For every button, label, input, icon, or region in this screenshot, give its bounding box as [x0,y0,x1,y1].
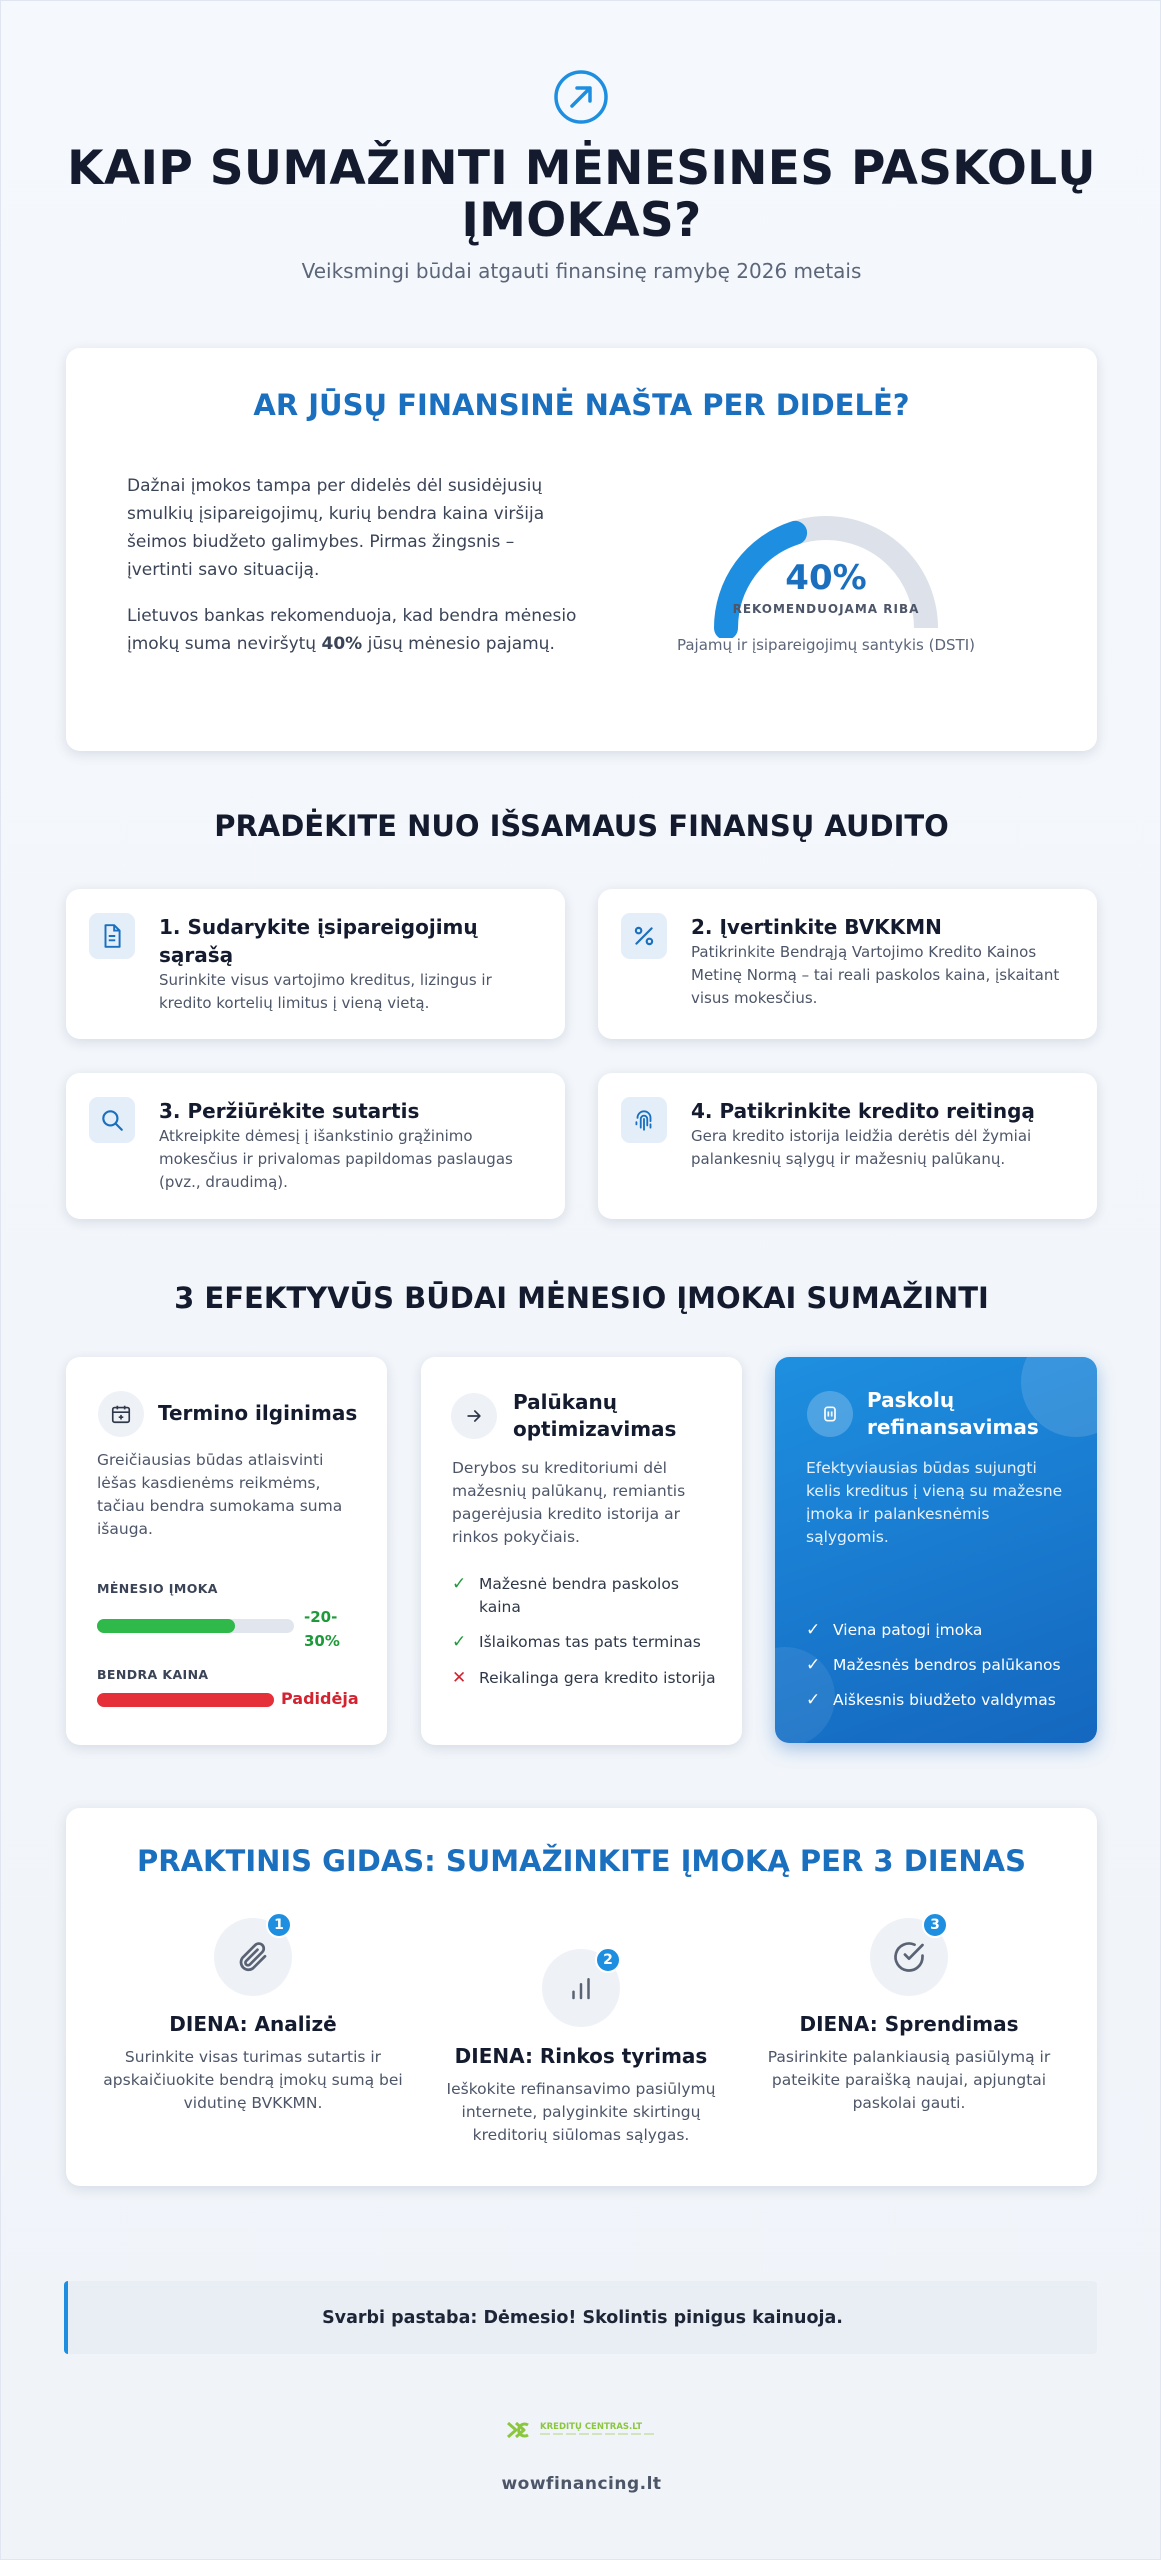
rate-title: Palūkanų optimizavimas [513,1390,677,1441]
check-icon: ✓ [452,1632,467,1652]
monthly-payment-bar [97,1619,294,1633]
monthly-payment-value: -20-30% [304,1608,340,1650]
step-badge-3: 3 [922,1912,948,1938]
audit-desc-4: Gera kredito istorija leidžia derėtis dėl žymiai palankesnių sąlygų ir mažesnių palūkanų. [691,1127,1032,1168]
gauge-caption: Pajamų ir įsipareigojimų santykis (DSTI) [676,636,975,654]
total-cost-label: BENDRA KAINA [97,1667,209,1682]
audit-title-3: 3. Peržiūrėkite sutartis [159,1099,420,1123]
rate-drawback-text: Reikalinga gera kredito istorija [479,1669,716,1687]
stack-icon [807,1391,853,1437]
important-note: Svarbi pastaba: Dėmesio! Skolintis pinigus kainuoja. [64,2281,1097,2354]
arrow-right-icon [451,1393,497,1439]
burden-recommendation [127,602,577,658]
site-link[interactable]: wowfinancing.lt [501,2474,662,2494]
page-title: KAIP SUMAŽINTI MĖNESINES PASKOLŲ ĮMOKAS? [67,141,1096,248]
step-badge-2: 2 [595,1947,621,1973]
refinancing-benefit-text: Viena patogi įmoka [833,1621,983,1639]
step-desc-3: Pasirinkite palankiausią pasiūlymą ir pateikite paraišką naujai, apjungtai paskolai gauti. [767,2048,1051,2112]
check-icon: ✓ [806,1690,821,1710]
refinancing-benefit-3 [806,1689,1076,1713]
audit-desc-1: Surinkite visus vartojimo kreditus, lizingus ir kredito kortelių limitus į vieną vietą. [159,971,492,1012]
rate-drawback-1 [452,1667,722,1713]
gauge-value: 40% [785,558,867,598]
document-list-icon [89,913,135,959]
audit-title-2: 2. Įvertinkite BVKKMN [691,915,942,939]
step-badge-1: 1 [266,1912,292,1938]
total-cost-bar [97,1693,274,1707]
total-cost-fill [97,1693,274,1707]
svg-text:KREDITŲ CENTRAS.LT: KREDITŲ CENTRAS.LT [540,2422,643,2432]
ways-heading: 3 EFEKTYVŪS BŪDAI MĖNESIO ĮMOKAI SUMAŽINTI [174,1281,989,1315]
term-extension-card [66,1357,387,1745]
recommendation-text-end: jūsų mėnesio pajamų. [362,634,555,654]
rate-desc: Derybos su kreditoriumi dėl mažesnių palūkanų, remiantis pagerėjusia kredito istorija ar rinkos pokyčiais. [452,1459,686,1546]
percent-icon [621,913,667,959]
audit-card-3 [66,1073,565,1219]
monthly-payment-fill [97,1619,235,1633]
total-cost-value: Padidėja [281,1689,359,1708]
recommendation-highlight: 40% [321,634,363,654]
rate-benefit-text: Išlaikomas tas pats terminas [479,1633,701,1651]
term-desc: Greičiausias būdas atlaisvinti lėšas kasdienėms reikmėms, tačiau bendra sumokama suma išauga. [97,1451,343,1538]
page-subtitle: Veiksmingi būdai atgauti finansinę ramybę 2026 metais [301,259,862,283]
financial-burden-card [66,348,1097,751]
kreditu-centras-logo[interactable] [506,2419,658,2441]
check-icon: ✓ [806,1620,821,1640]
step-desc-1: Surinkite visas turimas sutartis ir apskaičiuokite bendrą įmokų sumą bei vidutinę BVKKMN. [103,2048,403,2112]
gauge-label: REKOMENDUOJAMA RIBA [732,602,920,616]
search-icon [89,1097,135,1143]
calendar-icon [98,1391,144,1437]
refinancing-benefit-2 [806,1654,1076,1678]
refinancing-card [775,1357,1097,1743]
audit-card-2 [598,889,1097,1039]
rate-benefit-1 [452,1573,722,1619]
step-desc-2: Ieškokite refinansavimo pasiūlymų internete, palyginkite skirtingų kreditorių siūlomas sąlygas. [446,2080,716,2144]
burden-paragraph: Dažnai įmokos tampa per didelės dėl susidėjusių smulkių įsipareigojimų, kurių bendra kaina viršija šeimos biudžeto galimybes. Pirmas žingsnis – įvertinti savo situaciją. [127,476,545,580]
cross-icon: ✕ [452,1668,467,1688]
refinancing-benefit-text: Aiškesnis biudžeto valdymas [833,1691,1056,1709]
audit-desc-3: Atkreipkite dėmesį į išankstinio grąžinimo mokesčius ir privalomas papildomas paslaugas (pvz., draudimą). [159,1127,513,1191]
term-title: Termino ilginimas [158,1401,358,1425]
step-title-3: DIENA: Sprendimas [799,2012,1019,2036]
check-icon: ✓ [452,1574,467,1594]
audit-heading: PRADĖKITE NUO IŠSAMAUS FINANSŲ AUDITO [214,809,949,843]
monthly-payment-label: MĖNESIO ĮMOKA [97,1581,218,1596]
rate-benefit-2 [452,1631,722,1655]
burden-heading: AR JŪSŲ FINANSINĖ NAŠTA PER DIDELĖ? [253,388,910,422]
refinancing-benefit-text: Mažesnės bendros palūkanos [833,1656,1061,1674]
step-title-1: DIENA: Analizė [169,2012,337,2036]
step-title-2: DIENA: Rinkos tyrimas [454,2044,708,2068]
recommendation-text: Lietuvos bankas rekomenduoja, kad bendra mėnesio įmokų suma neviršytų [127,606,577,654]
audit-title-4: 4. Patikrinkite kredito reitingą [691,1099,1035,1123]
audit-card-4 [598,1073,1097,1219]
guide-heading: PRAKTINIS GIDAS: SUMAŽINKITE ĮMOKĄ PER 3 DIENAS [137,1844,1026,1878]
refinancing-desc: Efektyviausias būdas sujungti kelis kreditus į vieną su mažesne įmoka ir palankesnėmis sąlygomis. [806,1459,1063,1546]
fingerprint-icon [621,1097,667,1143]
audit-title-1: 1. Sudarykite įsipareigojimų sąrašą [159,915,478,967]
audit-desc-2: Patikrinkite Bendrąją Vartojimo Kredito Kainos Metinę Normą – tai reali paskolos kaina, įskaitant visus mokesčius. [691,943,1060,1007]
refinancing-title: Paskolų refinansavimas [867,1388,1039,1439]
rate-optimization-card [421,1357,742,1745]
arrow-up-right-circle-icon [553,69,609,125]
audit-card-1 [66,889,565,1039]
practical-guide-card [66,1808,1097,2186]
rate-benefit-text: Mažesnė bendra paskolos kaina [479,1575,679,1616]
refinancing-benefit-1 [806,1619,1076,1643]
check-icon: ✓ [806,1655,821,1675]
